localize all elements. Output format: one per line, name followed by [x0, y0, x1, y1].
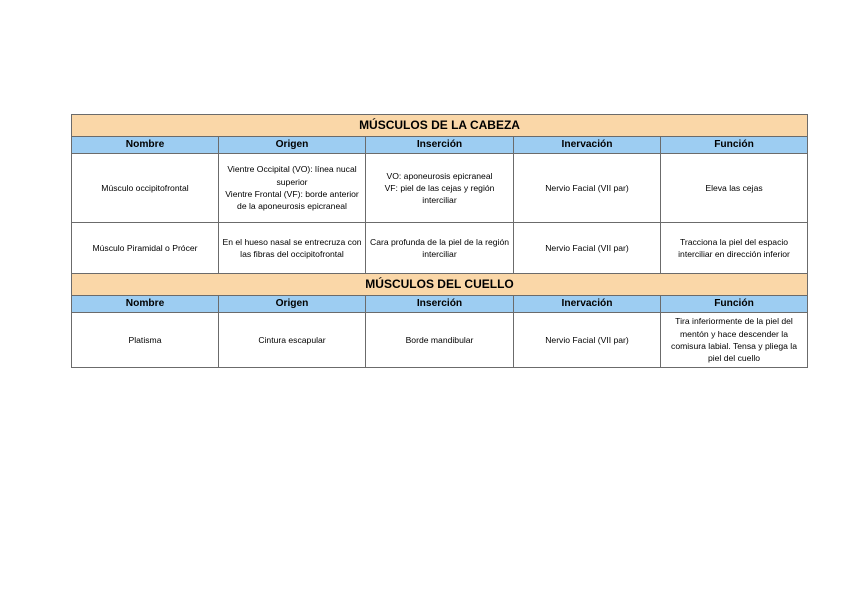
- cell-origen: [219, 154, 366, 223]
- cell-origen-line: Vientre Frontal (VF): borde anterior de la aponeurosis epicraneal: [225, 189, 359, 212]
- cell-nombre: Músculo occipitofrontal: [72, 154, 219, 223]
- cell-insercion: Borde mandibular: [366, 313, 514, 368]
- column-header-funcion: Función: [661, 137, 808, 154]
- cell-nombre: Platisma: [72, 313, 219, 368]
- table-row: [72, 154, 808, 223]
- column-header-funcion: Función: [661, 296, 808, 313]
- section-header-cabeza: [72, 115, 808, 137]
- column-header-inervacion: Inervación: [514, 296, 661, 313]
- column-header-origen: Origen: [219, 296, 366, 313]
- column-header-insercion: Inserción: [366, 296, 514, 313]
- section-header-cuello: [72, 274, 808, 296]
- cell-funcion: Eleva las cejas: [661, 154, 808, 223]
- column-header-inervacion: Inervación: [514, 137, 661, 154]
- cell-nombre: Músculo Piramidal o Prócer: [72, 223, 219, 274]
- cell-inervacion: Nervio Facial (VII par): [514, 154, 661, 223]
- section-title: MÚSCULOS DE LA CABEZA: [72, 115, 808, 137]
- section-title: MÚSCULOS DEL CUELLO: [72, 274, 808, 296]
- cell-inervacion: Nervio Facial (VII par): [514, 223, 661, 274]
- muscles-table: [71, 114, 808, 368]
- column-header-origen: Origen: [219, 137, 366, 154]
- column-header-row: [72, 137, 808, 154]
- column-header-nombre: Nombre: [72, 137, 219, 154]
- cell-origen-line: Vientre Occipital (VO): línea nucal superior: [227, 164, 357, 187]
- cell-insercion: Cara profunda de la piel de la región interciliar: [366, 223, 514, 274]
- cell-insercion-line: VO: aponeurosis epicraneal: [386, 170, 493, 181]
- cell-inervacion: Nervio Facial (VII par): [514, 313, 661, 368]
- cell-origen: Cintura escapular: [219, 313, 366, 368]
- column-header-insercion: Inserción: [366, 137, 514, 154]
- cell-origen: En el hueso nasal se entrecruza con las fibras del occipitofrontal: [219, 223, 366, 274]
- cell-funcion: Tracciona la piel del espacio interciliar en dirección inferior: [661, 223, 808, 274]
- column-header-nombre: Nombre: [72, 296, 219, 313]
- cell-insercion-line: VF: piel de las cejas y región interciliar: [384, 182, 495, 206]
- table-row: [72, 223, 808, 274]
- cell-insercion: [366, 154, 514, 223]
- table-row: [72, 313, 808, 368]
- cell-funcion: Tira inferiormente de la piel del mentón y hace descender la comisura labial. Tensa y pliega la piel del cuello: [661, 313, 808, 368]
- column-header-row: [72, 296, 808, 313]
